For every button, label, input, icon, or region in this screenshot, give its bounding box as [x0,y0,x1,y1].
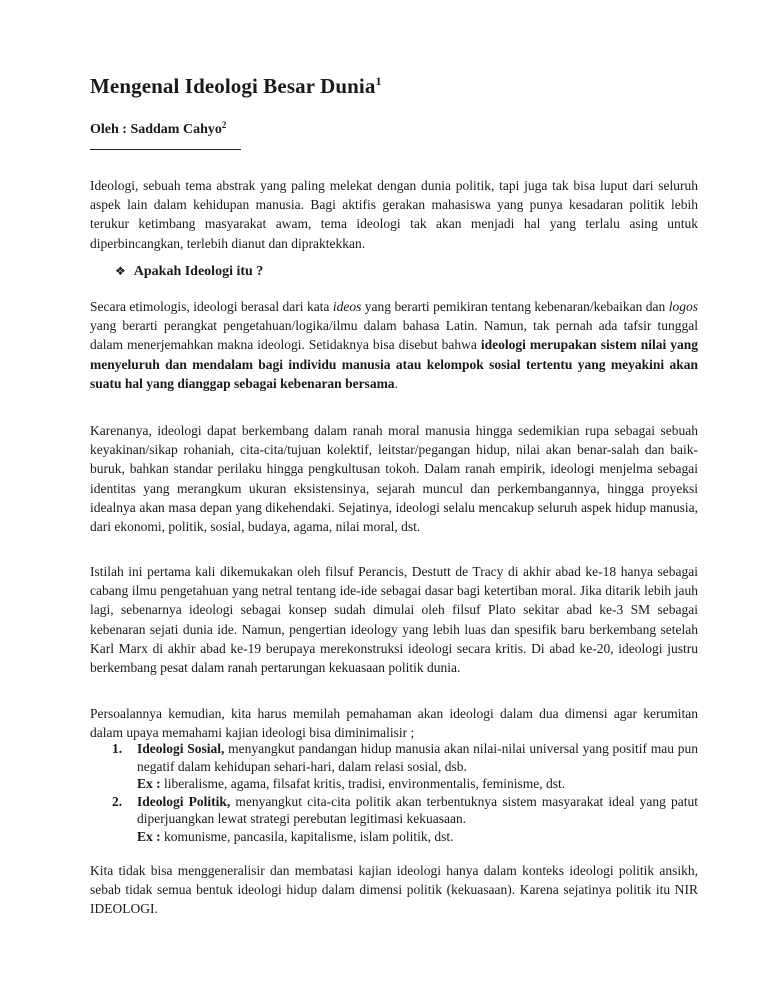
list-item [112,793,698,846]
example-label: Ex : [137,828,161,844]
author-footnote-marker: 2 [221,120,227,130]
list-description: menyangkut pandangan hidup manusia akan nilai-nilai universal yang positif mau pun negatif dalam kehidupan sehari-hari, dalam relasi sosial, dsb. [137,741,698,774]
etymology-text-e: yang berarti perangkat pengetahuan/logika/ilmu dalam bahasa Latin. Namun, tak pernah ada tafsir tunggal dalam menerjemahkan makna ideologi. Setidaknya bisa disebut bahwa [90,318,698,353]
example-text: liberalisme, agama, filsafat kritis, tradisi, environmentalis, feminisme, dst. [160,776,566,792]
paragraph-intro: Ideologi, sebuah tema abstrak yang paling melekat dengan dunia politik, tapi juga tak bisa luput dari seluruh aspek lain dalam kehidupan manusia. Bagi aktifis gerakan mahasiswa yang punya kesadaran politik lebih terukur ketimbang masyarakat awam, tema ideologi tak akan menjadi hal yang terlalu asing untuk diperbincangkan, terlebih dianut dan dipraktekkan. [90,178,698,251]
section-heading [115,264,263,280]
term-ideos: ideos [332,299,362,314]
section-heading-text: Apakah Ideologi itu ? [133,264,264,279]
diamond-bullet-icon: ❖ [115,264,126,278]
etymology-text-c: yang berarti pemikiran tentang kebenaran/kebaikan dan [361,299,669,314]
example-label: Ex : [137,776,161,792]
title-text: Mengenal Ideologi Besar Dunia [90,74,376,98]
paragraph-moral-realm: Karenanya, ideologi dapat berkembang dalam ranah moral manusia hingga sedemikian rupa sebagai sebuah keyakinan/sikap rohaniah, cita-cita/tujuan kolektif, leitstar/pegangan hidup, nilai akan benar-salah dan baik-buruk, bahkan standar perilaku hingga pengkultusan tokoh. Dalam ranah empirik, ideologi menjelma sebagai identitas yang merangkum ukuran eksistensinya, sejarah muncul dan perkembangannya, hingga proyeksi idealnya akan masa depan yang dikehendaki. Sejatinya, ideologi selalu mencakup seluruh aspek hidup manusia, dari ekonomi, politik, sosial, budaya, agama, nilai moral, dst. [90,423,698,535]
list-term: Ideologi Sosial, [137,741,225,756]
list-number: 1. [112,741,123,756]
list-description: menyangkut cita-cita politik akan terbentuknya sistem masyarakat ideal yang patut diperjuangkan lewat strategi perebutan legitimasi kekuasaan. [137,793,698,827]
document-title [90,74,382,99]
paragraph-etymology [90,297,698,393]
paragraph-history: Istilah ini pertama kali dikemukakan oleh filsuf Perancis, Destutt de Tracy di akhir abad ke-18 hanya sebagai cabang ilmu pengetahuan yang netral tentang ide-ide sebagai dasar bagi ketertiban moral. Jika ditarik lebih jauh lagi, sebenarnya ideologi sebagai konsep sudah dimulai oleh filsuf Plato sekitar abad ke-3 SM sebagai kebenaran sejati dunia ide. Namun, pengertian ideology yang lebih luas dan spesifik baru berkembang setelah Karl Marx di akhir abad ke-19 berupaya merekonstruksi ideologi secara kritis. Di abad ke-20, ideologi justru berkembang pesat dalam ranah pertarungan kekuasaan politik dunia. [90,564,698,676]
etymology-text-g: . [394,375,398,391]
ideology-definition: ideologi merupakan sistem nilai yang menyeluruh dan mendalam bagi individu manusia atau kelompok sosial tertentu yang meyakini akan suatu hal yang dianggap sebagai kebenaran bersama [90,337,698,391]
list-number: 2. [112,793,123,809]
example-text: komunisme, pancasila, kapitalisme, islam politik, dst. [160,828,454,844]
paragraph-conclusion: Kita tidak bisa menggeneralisir dan membatasi kajian ideologi hanya dalam konteks ideologi politik ansikh, sebab tidak semua bentuk ideologi hidup dalam dimensi politik (kekuasaan). Karena sejatinya politik itu NIR IDEOLOGI. [90,863,698,917]
list-term: Ideologi Politik, [137,793,231,809]
author-underline [90,149,241,150]
paragraph-dimensions: Persoalannya kemudian, kita harus memilah pemahaman akan ideologi dalam dua dimensi agar kerumitan dalam upaya memahami kajian ideologi bisa diminimalisir ; [90,706,698,741]
author-line [90,120,226,138]
term-logos: logos [668,299,698,314]
title-footnote-marker: 1 [375,74,382,88]
list-item [112,740,698,793]
etymology-text-a: Secara etimologis, ideologi berasal dari kata [90,299,333,314]
ideology-dimensions-list [112,740,698,846]
author-text: Oleh : Saddam Cahyo [90,122,222,137]
